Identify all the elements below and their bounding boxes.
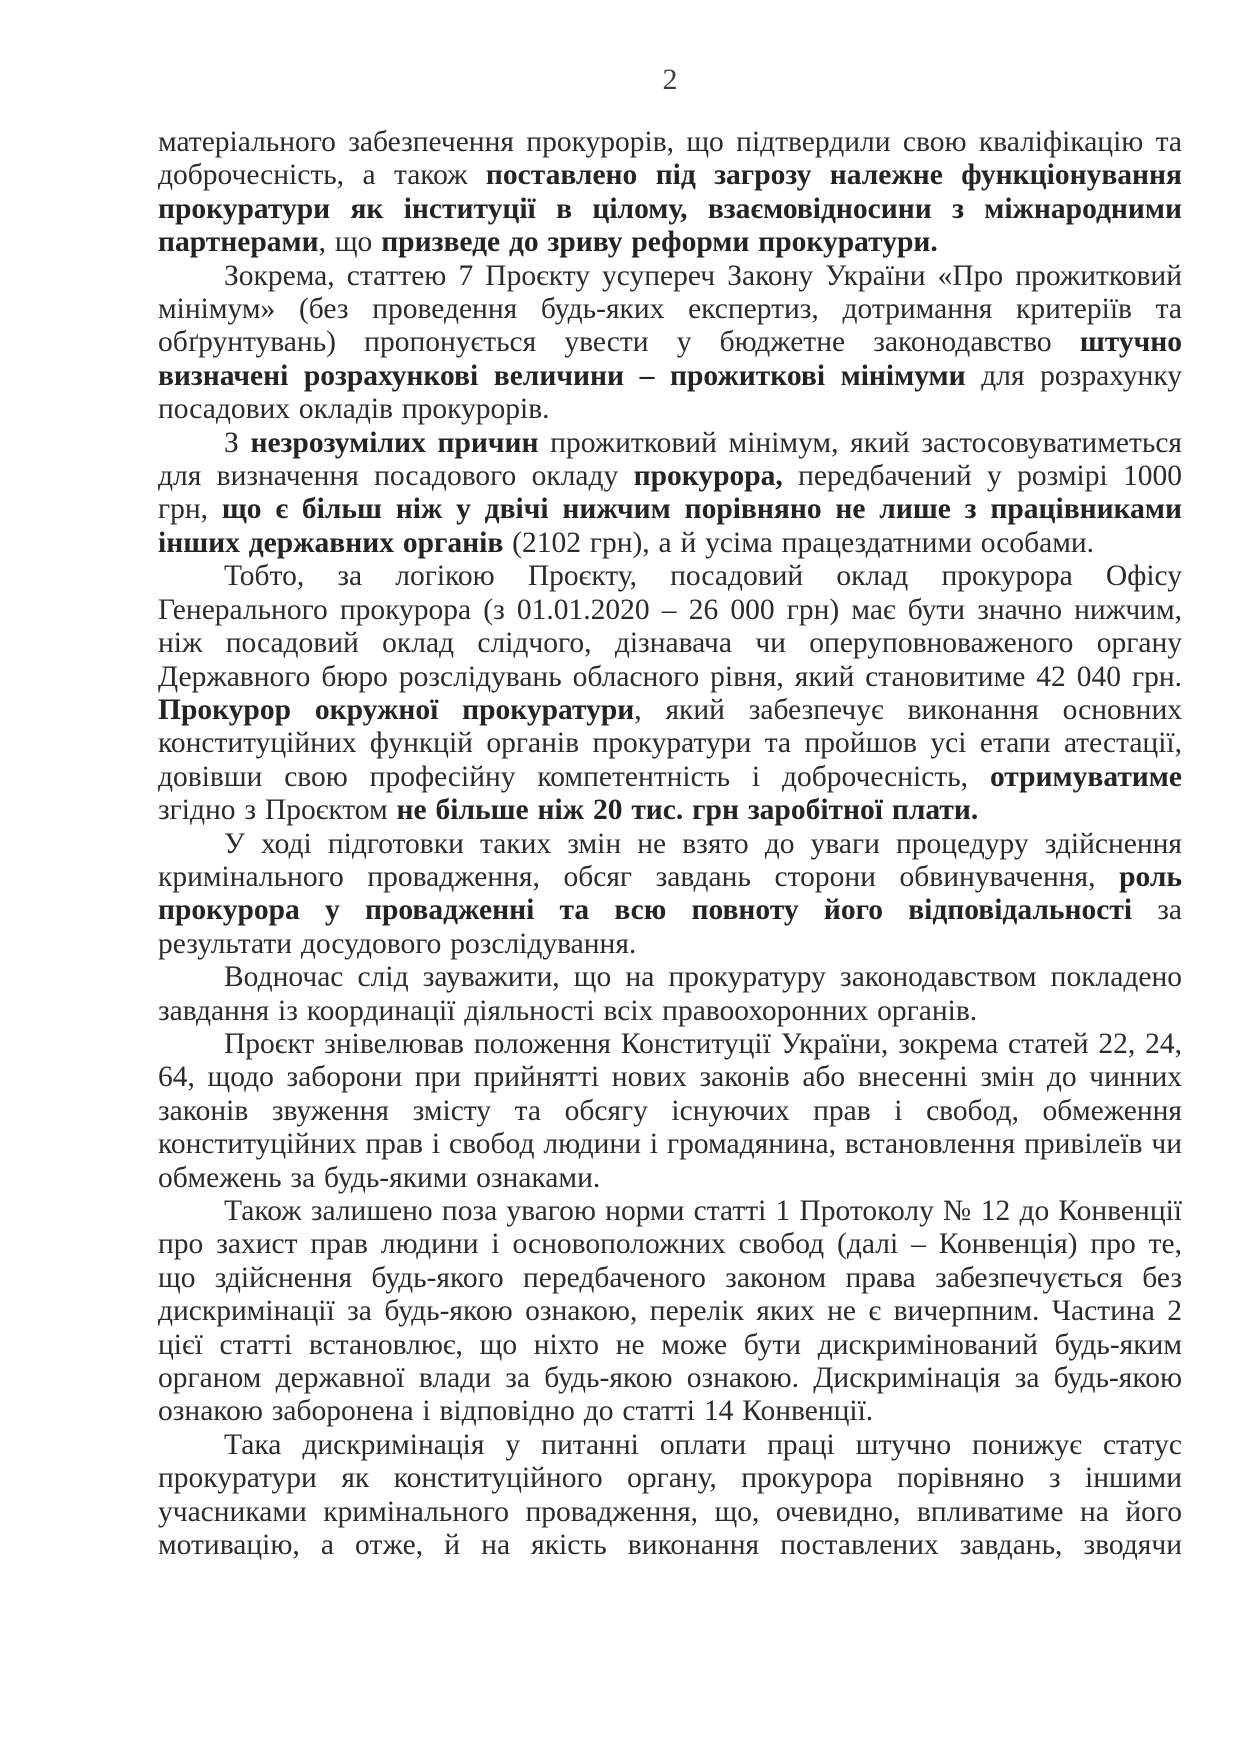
text-run: , що <box>318 226 382 259</box>
bold-text-run: що є більш ніж у двічі нижчим порівняно не лише з працівниками інших державних органів <box>158 493 1183 559</box>
paragraph <box>158 126 1182 260</box>
text-run: У ході підготовки таких змін не взято до уваги процедуру здійснення кримінального провадження, обсяг завдань сторони обвинувачення, <box>158 827 1182 893</box>
text-run: передбачений у розмірі 1000 грн, <box>158 460 1182 526</box>
paragraph <box>158 560 1182 827</box>
bold-text-run: штучно визначені розрахункові величини – прожиткові мінімуми <box>158 326 1182 392</box>
text-run: прожитковий мінімум, який застосовуватиметься для визначення посадового окладу <box>158 426 1182 493</box>
bold-text-run: призведе до зриву реформи прокуратури. <box>381 226 938 259</box>
bold-text-run: Прокурор окружної прокуратури <box>158 693 635 726</box>
text-run: за результати досудового розслідування. <box>158 894 1182 960</box>
text-run: Тобто, за логікою Проєкту, посадовий оклад прокурора Офісу Генерального прокурора (з 01.01.2020 – 26 000 грн) має бути значно нижчим, ніж посадовий оклад слідчого, дізнавача чи оперуповноваженого органу Державного бюро розслідувань обласного рівня, який становитиме 42 040 грн. <box>158 560 1182 693</box>
paragraph <box>158 1429 1182 1563</box>
bold-text-run: незрозумілих причин <box>250 426 539 459</box>
text-run: згідно з Проєктом <box>158 794 397 827</box>
bold-text-run: роль прокурора у провадженні та всю повноту його відповідальності <box>158 860 1182 927</box>
paragraph <box>158 961 1182 1028</box>
text-run: Така дискримінація у питанні оплати праці штучно понижує статус прокуратури як конституційного органу, прокурора порівняно з іншими учасниками кримінального провадження, що, очевидно, впливатиме на його мотивацію, а отже, й на якість виконання поставлених завдань, зводячи <box>158 1428 1182 1562</box>
paragraph <box>158 1195 1182 1429</box>
text-run: Проєкт знівелював положення Конституції України, зокрема статей 22, 24, 64, щодо заборони при прийнятті нових законів або внесенні змін до чинних законів звуження змісту та обсягу існуючих прав і свобод, обмеження конституційних прав і свобод людини і громадянина, встановлення привілеїв чи обмежень за будь-якими ознаками. <box>158 1027 1182 1194</box>
text-run: Зокрема, статтею 7 Проєкту усупереч Закону України «Про прожитковий мінімум» (без проведення будь-яких експертиз, дотримання критеріїв та обґрунтувань) пропонується увести у бюджетне законодавство <box>158 259 1182 359</box>
paragraph <box>158 427 1182 561</box>
bold-text-run: поставлено під загрозу належне функціонування прокуратури як інституції в цілому, взаємовідносини з міжнародними партнерами <box>158 159 1183 259</box>
text-run: матеріального забезпечення прокурорів, що підтвердили свою кваліфікацію та доброчесність, а також <box>158 126 1182 192</box>
text-run: для розрахунку посадових окладів прокурорів. <box>158 359 1183 426</box>
bold-text-run: не більше ніж 20 тис. грн заробітної плати. <box>396 794 979 827</box>
text-run: З <box>224 426 251 459</box>
text-run: (2102 грн), а й усіма працездатними особами. <box>503 526 1095 559</box>
text-run: Також залишено поза увагою норми статті 1 Протоколу № 12 до Конвенції про захист прав людини і основоположних свобод (далі – Конвенція) про те, що здійснення будь-якого передбаченого законом права забезпечується без дискримінації за будь-якою ознакою, перелік яких не є вичерпним. Частина 2 цієї статті встановлює, що ніхто не може бути дискримінований будь-яким органом державної влади за будь-якою ознакою. Дискримінація за будь-якою ознакою заборонена і відповідно до статті 14 Конвенції. <box>158 1195 1182 1428</box>
bold-text-run: прокурора, <box>633 460 783 493</box>
paragraph <box>158 260 1182 427</box>
text-run: , який забезпечує виконання основних конституційних функцій органів прокуратури та пройшов усі етапи атестації, довівши свою професійну компетентність і доброчесність, <box>158 693 1182 793</box>
document-body <box>158 126 1182 1562</box>
page-number: 2 <box>662 63 678 96</box>
text-run: Водночас слід зауважити, що на прокуратуру законодавством покладено завдання із координації діяльності всіх правоохоронних органів. <box>158 961 1182 1027</box>
paragraph <box>158 1028 1182 1195</box>
paragraph <box>158 828 1182 962</box>
bold-text-run: отримуватиме <box>989 760 1182 793</box>
